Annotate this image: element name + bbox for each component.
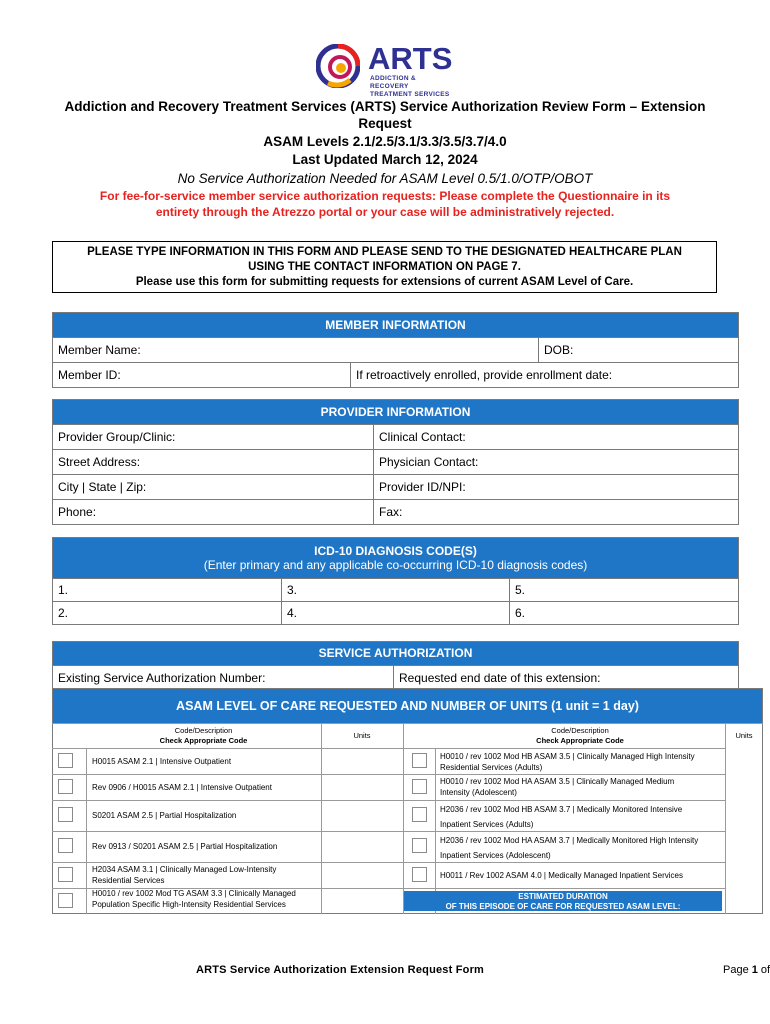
- code-h0015: H0015 ASAM 2.1 | Intensive Outpatient: [92, 757, 232, 766]
- estimated-duration-label: ESTIMATED DURATION OF THIS EPISODE OF CARE FOR REQUESTED ASAM LEVEL:: [404, 891, 722, 911]
- divider: [403, 723, 404, 914]
- provider-group-field[interactable]: Provider Group/Clinic:: [58, 430, 176, 444]
- icd-row-2: [53, 601, 738, 624]
- code-s0201: S0201 ASAM 2.5 | Partial Hospitalization: [92, 811, 237, 820]
- checkbox-h2036-hb[interactable]: [412, 807, 427, 822]
- requested-end-date-field[interactable]: Requested end date of this extension:: [393, 666, 738, 689]
- ffs-warning: For fee-for-service member service authorization requests: Please complete the Questionnaire in its entirety through the Atrezzo portal or your case will be administratively rejected.: [99, 189, 671, 219]
- instructions-box: PLEASE TYPE INFORMATION IN THIS FORM AND PLEASE SEND TO THE DESIGNATED HEALTHCARE PLAN USING THE CONTACT INFORMATION ON PAGE 7. Please use this form for submitting requests for extensions of current ASAM Level of Care.: [52, 241, 717, 293]
- code-h0010-ha: H0010 / rev 1002 Mod HA ASAM 3.5 | Clinically Managed Medium Intensity (Adolescent): [440, 777, 675, 797]
- arts-logo: [316, 41, 456, 98]
- service-auth-header: SERVICE AUTHORIZATION: [53, 642, 738, 665]
- dob-field[interactable]: DOB:: [538, 338, 738, 362]
- checkbox-h0010-ha[interactable]: [412, 779, 427, 794]
- member-info-header: MEMBER INFORMATION: [53, 313, 738, 337]
- code-h0010-tg: H0010 / rev 1002 Mod TG ASAM 3.3 | Clinically Managed Population Specific High-Intensity Residential Services: [92, 889, 296, 909]
- member-name-field[interactable]: Member Name:: [58, 343, 141, 357]
- left-code-header: Code/Description Check Appropriate Code: [159, 726, 248, 745]
- icd-row-1: [53, 578, 738, 601]
- city-state-zip-field[interactable]: City | State | Zip:: [58, 480, 147, 494]
- code-h0010-hb: H0010 / rev 1002 Mod HB ASAM 3.5 | Clinically Managed High Intensity Residential Services (Adults): [440, 752, 695, 772]
- divider: [52, 800, 725, 801]
- checkbox-rev0913[interactable]: [58, 838, 73, 853]
- provider-info-section: [52, 399, 739, 525]
- checkbox-rev0906[interactable]: [58, 779, 73, 794]
- page-number: Page 1 of: [723, 964, 770, 976]
- icd10-header: ICD-10 DIAGNOSIS CODE(S) (Enter primary and any applicable co-occurring ICD-10 diagnosis codes): [53, 538, 738, 578]
- right-code-header: Code/Description Check Appropriate Code: [536, 726, 624, 745]
- checkbox-h0010-tg[interactable]: [58, 893, 73, 908]
- level-of-care-header: ASAM LEVEL OF CARE REQUESTED AND NUMBER OF UNITS (1 unit = 1 day): [53, 689, 762, 724]
- right-units-header: Units: [735, 731, 753, 740]
- code-rev0906: Rev 0906 / H0015 ASAM 2.1 | Intensive Outpatient: [92, 783, 272, 792]
- service-auth-row: [53, 665, 738, 689]
- divider: [52, 862, 725, 863]
- icd-code-1[interactable]: 1.: [58, 583, 69, 597]
- divider: [321, 723, 322, 914]
- icd-code-2[interactable]: 2.: [58, 606, 69, 620]
- provider-npi-field[interactable]: Provider ID/NPI:: [373, 475, 738, 499]
- fax-field[interactable]: Fax:: [373, 500, 738, 524]
- member-row-1: [53, 337, 738, 362]
- member-id-field[interactable]: Member ID:: [58, 368, 121, 382]
- service-auth-section: [52, 641, 739, 690]
- no-auth-note: No Service Authorization Needed for ASAM Level 0.5/1.0/OTP/OBOT: [177, 171, 593, 186]
- physician-contact-field[interactable]: Physician Contact:: [373, 450, 738, 474]
- divider: [52, 774, 725, 775]
- divider: [725, 723, 726, 914]
- checkbox-h2036-ha[interactable]: [412, 838, 427, 853]
- clinical-contact-field[interactable]: Clinical Contact:: [373, 425, 738, 449]
- logo-wordmark: ARTS: [368, 41, 453, 76]
- provider-row-3: [53, 474, 738, 499]
- checkbox-h0011[interactable]: [412, 867, 427, 882]
- icd-code-6[interactable]: 6.: [509, 602, 738, 624]
- arts-logo-icon: [316, 44, 360, 88]
- asam-levels: ASAM Levels 2.1/2.5/3.1/3.3/3.5/3.7/4.0: [263, 134, 507, 149]
- checkbox-h0015[interactable]: [58, 753, 73, 768]
- member-row-2: [53, 362, 738, 387]
- street-address-field[interactable]: Street Address:: [58, 455, 141, 469]
- code-rev0913: Rev 0913 / S0201 ASAM 2.5 | Partial Hospitalization: [92, 842, 278, 851]
- existing-auth-number-field[interactable]: Existing Service Authorization Number:: [58, 670, 266, 685]
- icd-code-4[interactable]: 4.: [281, 602, 509, 624]
- logo-subtitle: ADDICTION & RECOVERY TREATMENT SERVICES: [370, 75, 450, 98]
- code-h2036-ha: H2036 / rev 1002 Mod HA ASAM 3.7 | Medically Monitored High Intensity Inpatient Services (Adolescent): [440, 836, 699, 860]
- icd-code-5[interactable]: 5.: [509, 579, 738, 601]
- divider: [52, 831, 725, 832]
- left-units-header: Units: [353, 731, 371, 740]
- footer-title: ARTS Service Authorization Extension Request Form: [195, 964, 485, 976]
- divider: [52, 723, 763, 724]
- code-h2034: H2034 ASAM 3.1 | Clinically Managed Low-Intensity Residential Services: [92, 865, 277, 885]
- icd10-section: [52, 537, 739, 625]
- provider-row-1: [53, 424, 738, 449]
- member-info-section: [52, 312, 739, 388]
- checkbox-h0010-hb[interactable]: [412, 753, 427, 768]
- form-title: Addiction and Recovery Treatment Services (ARTS) Service Authorization Review Form – Extension Request: [64, 99, 706, 131]
- checkbox-s0201[interactable]: [58, 807, 73, 822]
- divider: [52, 748, 725, 749]
- enrollment-date-field[interactable]: If retroactively enrolled, provide enrollment date:: [350, 363, 738, 387]
- provider-row-2: [53, 449, 738, 474]
- provider-row-4: [53, 499, 738, 524]
- icd-code-3[interactable]: 3.: [281, 579, 509, 601]
- last-updated: Last Updated March 12, 2024: [292, 152, 478, 167]
- code-h2036-hb: H2036 / rev 1002 Mod HB ASAM 3.7 | Medically Monitored Intensive Inpatient Services (Adults): [440, 805, 683, 829]
- phone-field[interactable]: Phone:: [58, 505, 97, 519]
- provider-info-header: PROVIDER INFORMATION: [53, 400, 738, 424]
- code-h0011: H0011 / Rev 1002 ASAM 4.0 | Medically Managed Inpatient Services: [440, 871, 683, 880]
- checkbox-h2034[interactable]: [58, 867, 73, 882]
